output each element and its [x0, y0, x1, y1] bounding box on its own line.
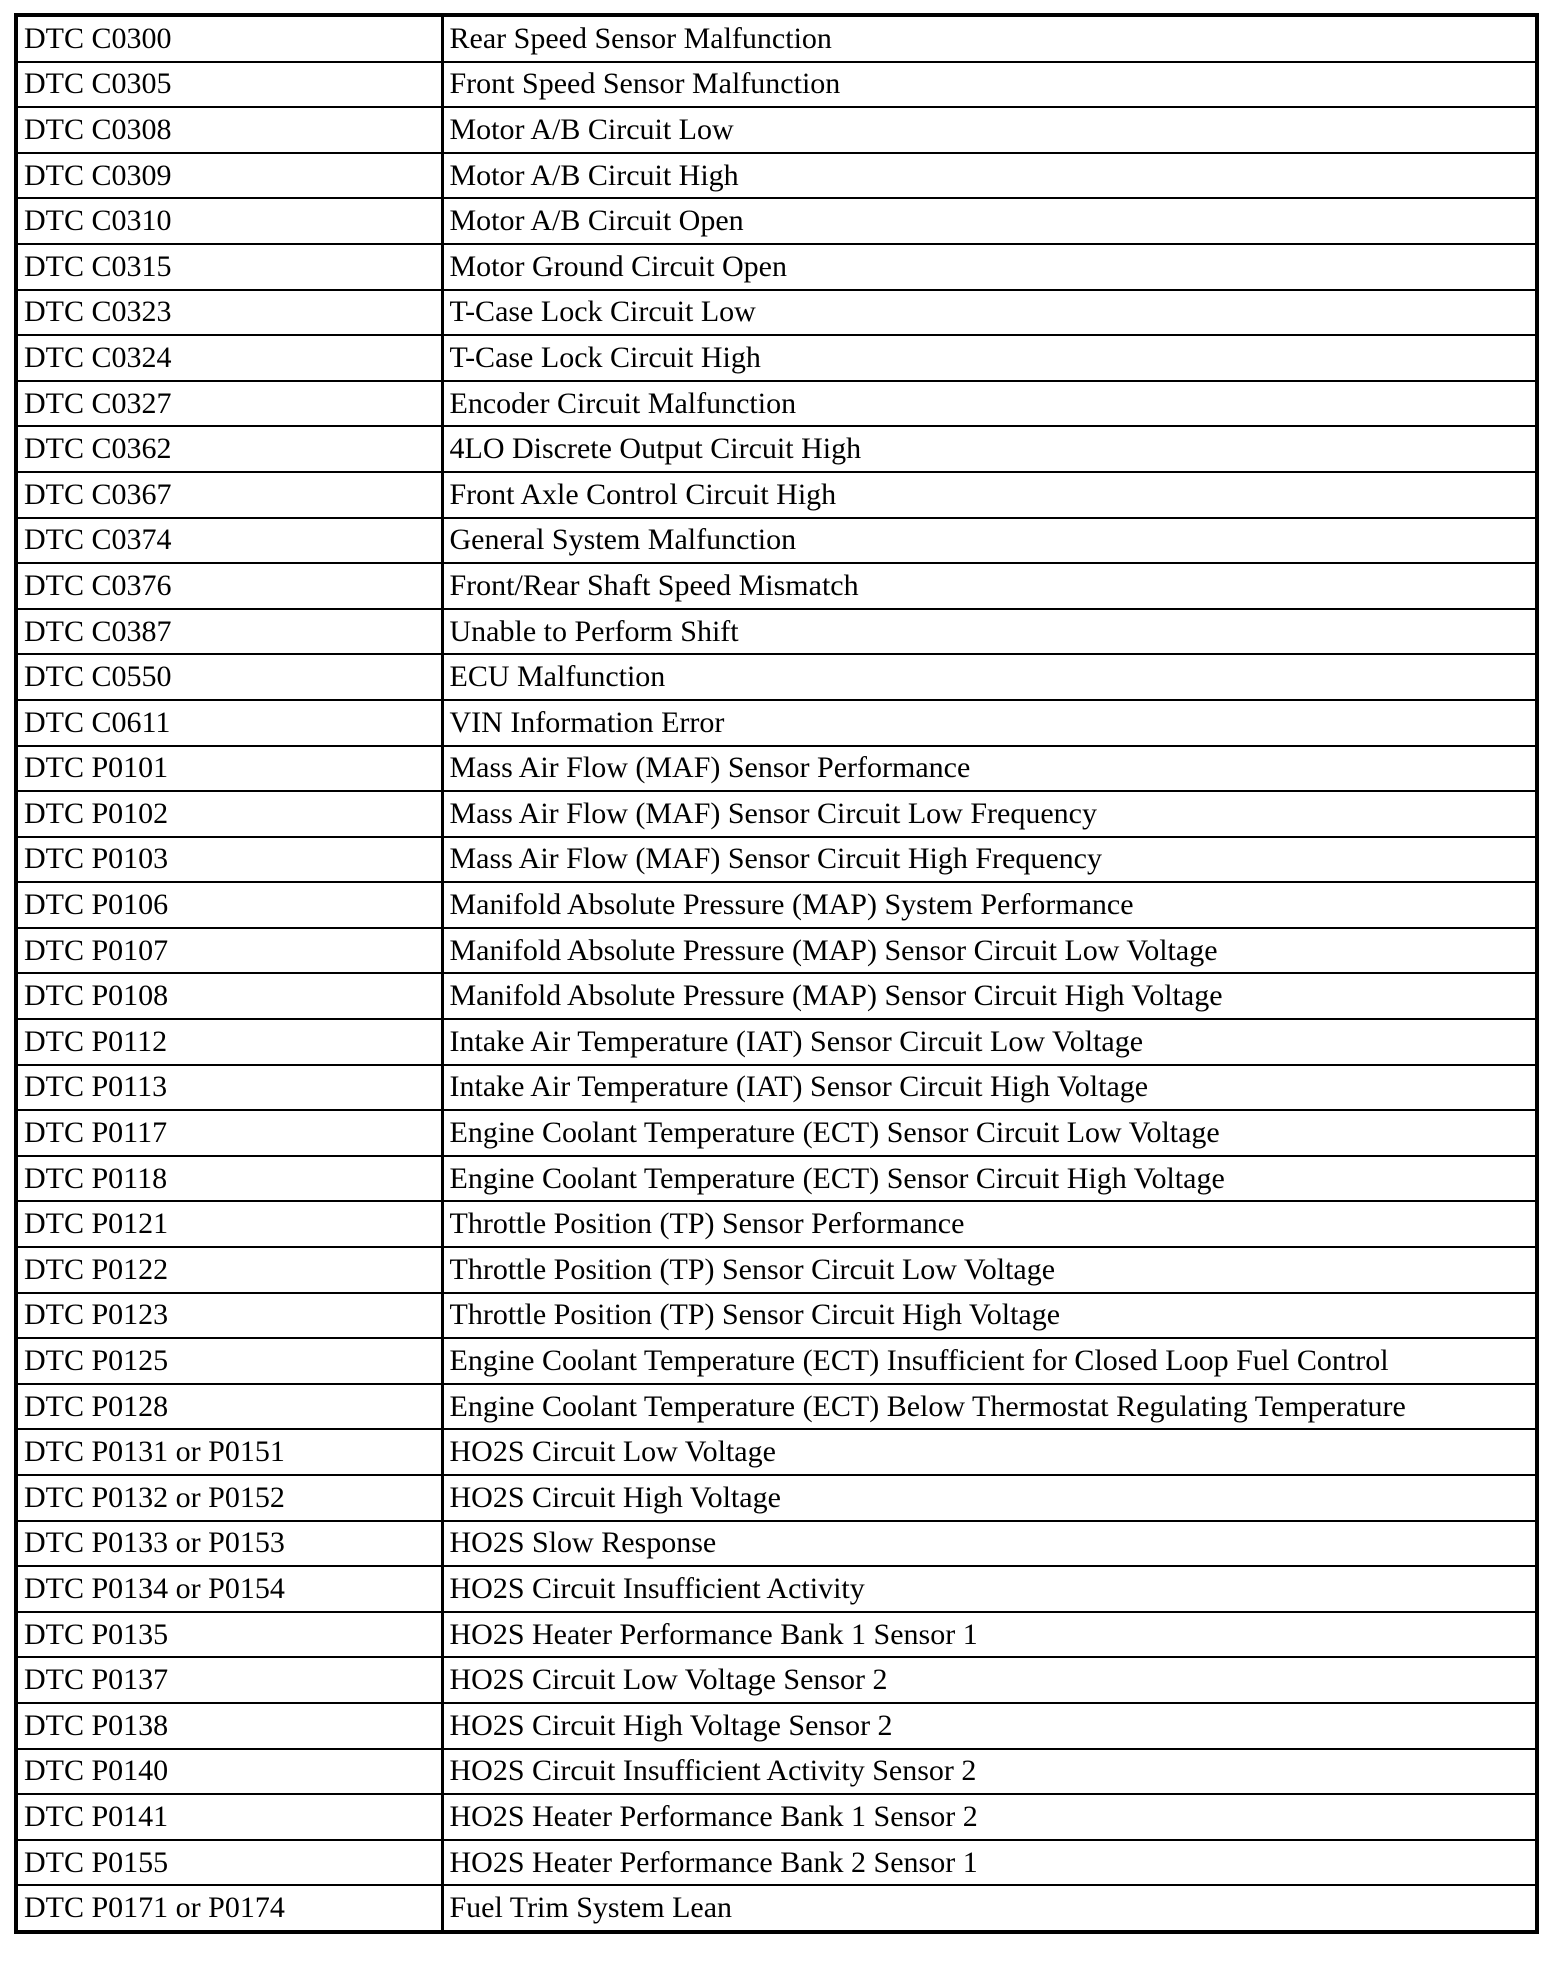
- table-row: [16, 1019, 1537, 1065]
- table-row: [16, 563, 1537, 609]
- table-row: [16, 518, 1537, 564]
- dtc-code-cell: DTC P0113: [16, 1065, 442, 1111]
- dtc-code-cell: DTC C0367: [16, 472, 442, 518]
- table-row: [16, 791, 1537, 837]
- dtc-description-cell: Manifold Absolute Pressure (MAP) System Performance: [442, 882, 1537, 928]
- dtc-code-cell: DTC P0134 or P0154: [16, 1566, 442, 1612]
- table-row: [16, 609, 1537, 655]
- table-row: [16, 1885, 1537, 1932]
- dtc-code-cell: DTC C0305: [16, 62, 442, 108]
- table-row: [16, 1338, 1537, 1384]
- dtc-description-cell: Front/Rear Shaft Speed Mismatch: [442, 563, 1537, 609]
- table-row: [16, 1612, 1537, 1658]
- dtc-description-cell: Motor A/B Circuit Open: [442, 198, 1537, 244]
- table-row: [16, 1201, 1537, 1247]
- table-row: [16, 654, 1537, 700]
- table-row: [16, 107, 1537, 153]
- table-row: [16, 15, 1537, 62]
- dtc-code-cell: DTC P0101: [16, 746, 442, 792]
- table-row: [16, 746, 1537, 792]
- dtc-code-cell: DTC C0387: [16, 609, 442, 655]
- dtc-description-cell: T-Case Lock Circuit High: [442, 335, 1537, 381]
- dtc-code-cell: DTC P0125: [16, 1338, 442, 1384]
- table-row: [16, 1566, 1537, 1612]
- table-row: [16, 426, 1537, 472]
- table-row: [16, 837, 1537, 883]
- dtc-description-cell: HO2S Circuit Insufficient Activity Sensor 2: [442, 1749, 1537, 1795]
- dtc-code-cell: DTC C0550: [16, 654, 442, 700]
- dtc-description-cell: Fuel Trim System Lean: [442, 1885, 1537, 1932]
- table-row: [16, 700, 1537, 746]
- dtc-code-cell: DTC C0374: [16, 518, 442, 564]
- table-row: [16, 1429, 1537, 1475]
- dtc-description-cell: Motor A/B Circuit High: [442, 153, 1537, 199]
- dtc-code-cell: DTC P0102: [16, 791, 442, 837]
- dtc-code-cell: DTC P0123: [16, 1293, 442, 1339]
- table-row: [16, 1293, 1537, 1339]
- table-row: [16, 1794, 1537, 1840]
- dtc-description-cell: HO2S Circuit High Voltage Sensor 2: [442, 1703, 1537, 1749]
- table-row: [16, 1065, 1537, 1111]
- dtc-description-cell: Manifold Absolute Pressure (MAP) Sensor Circuit Low Voltage: [442, 928, 1537, 974]
- dtc-code-cell: DTC P0107: [16, 928, 442, 974]
- dtc-description-cell: HO2S Circuit Low Voltage Sensor 2: [442, 1657, 1537, 1703]
- dtc-description-cell: Mass Air Flow (MAF) Sensor Circuit High Frequency: [442, 837, 1537, 883]
- dtc-description-cell: 4LO Discrete Output Circuit High: [442, 426, 1537, 472]
- table-row: [16, 244, 1537, 290]
- dtc-description-cell: Engine Coolant Temperature (ECT) Below Thermostat Regulating Temperature: [442, 1384, 1537, 1430]
- dtc-description-cell: Encoder Circuit Malfunction: [442, 381, 1537, 427]
- table-row: [16, 1521, 1537, 1567]
- dtc-description-cell: HO2S Heater Performance Bank 1 Sensor 1: [442, 1612, 1537, 1658]
- dtc-code-cell: DTC C0327: [16, 381, 442, 427]
- dtc-description-cell: HO2S Heater Performance Bank 2 Sensor 1: [442, 1840, 1537, 1886]
- dtc-description-cell: Intake Air Temperature (IAT) Sensor Circuit Low Voltage: [442, 1019, 1537, 1065]
- dtc-description-cell: Engine Coolant Temperature (ECT) Insufficient for Closed Loop Fuel Control: [442, 1338, 1537, 1384]
- dtc-description-cell: Mass Air Flow (MAF) Sensor Performance: [442, 746, 1537, 792]
- dtc-table-body: [16, 15, 1537, 1932]
- dtc-code-cell: DTC C0611: [16, 700, 442, 746]
- dtc-code-cell: DTC C0324: [16, 335, 442, 381]
- table-row: [16, 1749, 1537, 1795]
- table-row: [16, 1703, 1537, 1749]
- table-row: [16, 198, 1537, 244]
- dtc-code-cell: DTC P0128: [16, 1384, 442, 1430]
- dtc-description-cell: Manifold Absolute Pressure (MAP) Sensor Circuit High Voltage: [442, 973, 1537, 1019]
- table-row: [16, 928, 1537, 974]
- dtc-code-cell: DTC P0118: [16, 1156, 442, 1202]
- table-row: [16, 62, 1537, 108]
- dtc-code-cell: DTC P0141: [16, 1794, 442, 1840]
- dtc-description-cell: Throttle Position (TP) Sensor Performance: [442, 1201, 1537, 1247]
- dtc-description-cell: HO2S Circuit Insufficient Activity: [442, 1566, 1537, 1612]
- dtc-code-cell: DTC P0108: [16, 973, 442, 1019]
- dtc-description-cell: HO2S Heater Performance Bank 1 Sensor 2: [442, 1794, 1537, 1840]
- dtc-code-cell: DTC P0138: [16, 1703, 442, 1749]
- dtc-code-cell: DTC C0376: [16, 563, 442, 609]
- dtc-description-cell: HO2S Circuit High Voltage: [442, 1475, 1537, 1521]
- table-row: [16, 381, 1537, 427]
- table-row: [16, 1657, 1537, 1703]
- table-row: [16, 335, 1537, 381]
- dtc-code-cell: DTC P0121: [16, 1201, 442, 1247]
- dtc-description-cell: Engine Coolant Temperature (ECT) Sensor Circuit High Voltage: [442, 1156, 1537, 1202]
- dtc-description-cell: Motor A/B Circuit Low: [442, 107, 1537, 153]
- dtc-description-cell: HO2S Slow Response: [442, 1521, 1537, 1567]
- dtc-code-cell: DTC P0103: [16, 837, 442, 883]
- dtc-description-cell: VIN Information Error: [442, 700, 1537, 746]
- dtc-code-cell: DTC C0323: [16, 290, 442, 336]
- dtc-code-cell: DTC C0310: [16, 198, 442, 244]
- table-row: [16, 153, 1537, 199]
- table-row: [16, 882, 1537, 928]
- dtc-code-cell: DTC P0133 or P0153: [16, 1521, 442, 1567]
- dtc-description-cell: Unable to Perform Shift: [442, 609, 1537, 655]
- table-row: [16, 1840, 1537, 1886]
- dtc-description-cell: T-Case Lock Circuit Low: [442, 290, 1537, 336]
- table-row: [16, 1384, 1537, 1430]
- dtc-description-cell: Throttle Position (TP) Sensor Circuit High Voltage: [442, 1293, 1537, 1339]
- dtc-code-cell: DTC C0362: [16, 426, 442, 472]
- table-row: [16, 290, 1537, 336]
- dtc-code-cell: DTC P0135: [16, 1612, 442, 1658]
- dtc-description-cell: Engine Coolant Temperature (ECT) Sensor Circuit Low Voltage: [442, 1110, 1537, 1156]
- dtc-description-cell: Intake Air Temperature (IAT) Sensor Circuit High Voltage: [442, 1065, 1537, 1111]
- dtc-description-cell: ECU Malfunction: [442, 654, 1537, 700]
- dtc-description-cell: Throttle Position (TP) Sensor Circuit Low Voltage: [442, 1247, 1537, 1293]
- dtc-code-cell: DTC P0122: [16, 1247, 442, 1293]
- dtc-table: [14, 13, 1539, 1934]
- dtc-description-cell: General System Malfunction: [442, 518, 1537, 564]
- dtc-description-cell: HO2S Circuit Low Voltage: [442, 1429, 1537, 1475]
- dtc-code-cell: DTC C0309: [16, 153, 442, 199]
- dtc-description-cell: Motor Ground Circuit Open: [442, 244, 1537, 290]
- dtc-code-cell: DTC C0315: [16, 244, 442, 290]
- table-row: [16, 1156, 1537, 1202]
- dtc-description-cell: Rear Speed Sensor Malfunction: [442, 15, 1537, 62]
- dtc-description-cell: Front Axle Control Circuit High: [442, 472, 1537, 518]
- table-row: [16, 472, 1537, 518]
- dtc-code-cell: DTC P0155: [16, 1840, 442, 1886]
- dtc-code-cell: DTC P0117: [16, 1110, 442, 1156]
- dtc-description-cell: Mass Air Flow (MAF) Sensor Circuit Low Frequency: [442, 791, 1537, 837]
- dtc-code-cell: DTC P0137: [16, 1657, 442, 1703]
- dtc-code-cell: DTC P0171 or P0174: [16, 1885, 442, 1932]
- dtc-description-cell: Front Speed Sensor Malfunction: [442, 62, 1537, 108]
- table-row: [16, 1110, 1537, 1156]
- dtc-code-cell: DTC P0112: [16, 1019, 442, 1065]
- dtc-code-cell: DTC P0106: [16, 882, 442, 928]
- table-row: [16, 1247, 1537, 1293]
- table-row: [16, 973, 1537, 1019]
- dtc-code-cell: DTC C0300: [16, 15, 442, 62]
- dtc-code-cell: DTC P0140: [16, 1749, 442, 1795]
- dtc-code-cell: DTC C0308: [16, 107, 442, 153]
- dtc-code-cell: DTC P0132 or P0152: [16, 1475, 442, 1521]
- dtc-code-cell: DTC P0131 or P0151: [16, 1429, 442, 1475]
- table-row: [16, 1475, 1537, 1521]
